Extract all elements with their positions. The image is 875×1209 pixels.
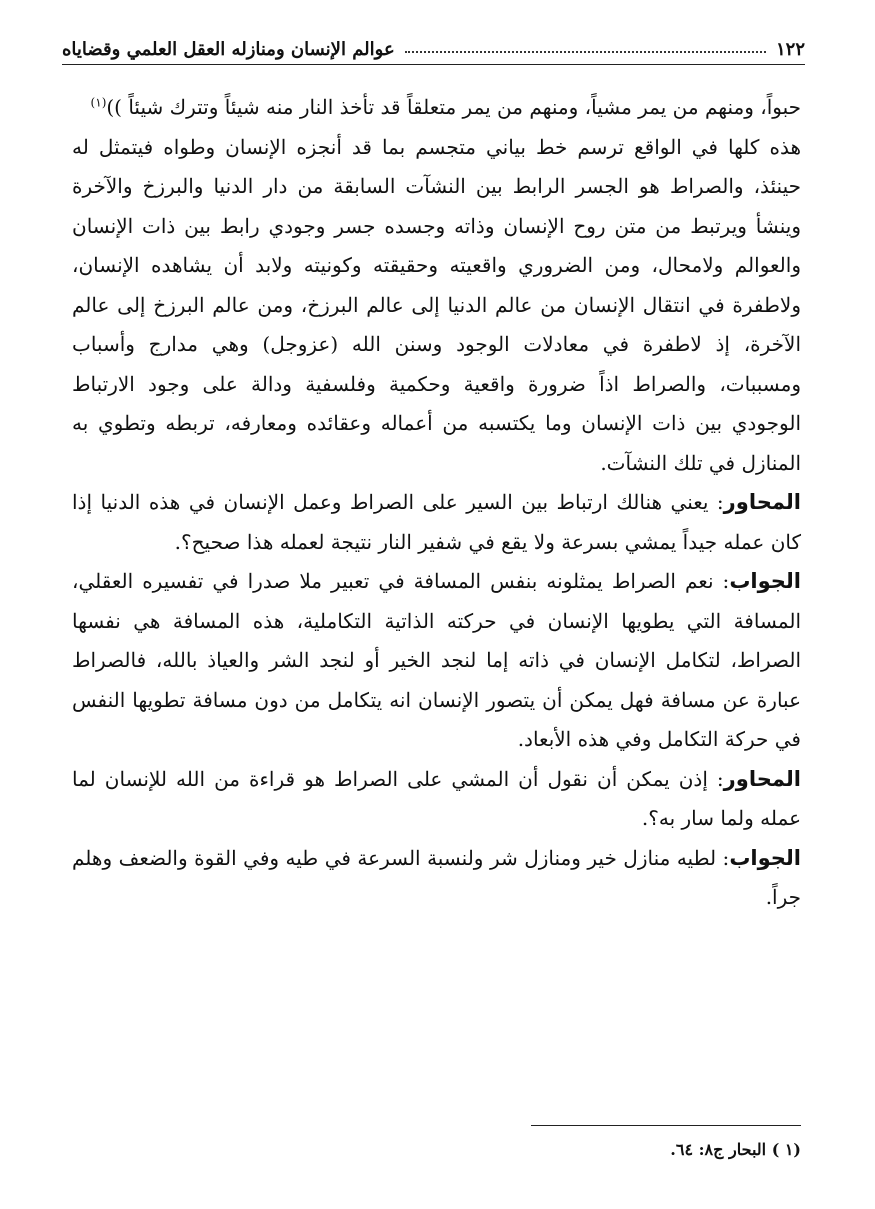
speaker-label: المحاور <box>723 490 801 514</box>
paragraph <box>72 128 801 484</box>
running-header <box>62 30 805 65</box>
running-title: عوالم الإنسان ومنازله العقل العلمي وقضاياه <box>62 39 395 60</box>
header-dot-leader <box>405 51 766 53</box>
speaker-label: المحاور <box>723 766 801 791</box>
speaker-label: الجواب <box>729 569 801 593</box>
paragraph-text: : يعني هنالك ارتباط بين السير على الصراط وعمل الإنسان في هذه الدنيا إذا كان عمله جيداً يمشي بسرعة ولا يقع في شفير النار نتيجة لعمله هذا صحيح؟. <box>72 490 801 554</box>
page-number: ١٢٢ <box>775 39 805 60</box>
footnote <box>300 1140 801 1159</box>
dialogue-paragraph <box>72 562 801 760</box>
body-text <box>72 88 801 918</box>
paragraph-text: حبواً، ومنهم من يمر مشياً، ومنهم من يمر متعلقاً قد تأخذ النار منه شيئاً وتترك شيئاً )) <box>106 95 801 119</box>
footnote-marker[interactable]: (١) <box>90 95 107 110</box>
paragraph <box>72 88 801 128</box>
paragraph-text: : نعم الصراط يمثلونه بنفس المسافة في تعبير ملا صدرا في تفسيره العقلي، المسافة التي يطويها الإنسان في حركته الذاتية التكاملية، هذه المسافة هي نفسها الصراط، لتكامل الإنسان في ذاته إما لنجد الخير أو لنجد الشر والعياذ بالله، فالصراط عبارة عن مسافة فهل يمكن أن يتصور الإنسان انه يتكامل من دون مسافة تطويها النفس في حركة التكامل وفي هذه الأبعاد. <box>72 569 801 751</box>
dialogue-paragraph <box>72 760 801 839</box>
footnote-divider <box>531 1125 801 1126</box>
footnote-text: (١ ) البحار ج٨: ٦٤. <box>670 1140 801 1159</box>
paragraph-text: : لطيه منازل خير ومنازل شر ولنسبة السرعة في طيه وفي القوة والضعف وهلم جراً. <box>72 845 801 909</box>
paragraph-text: : إذن يمكن أن نقول أن المشي على الصراط هو قراءة من الله للإنسان لما عمله ولما سار به؟. <box>72 766 801 830</box>
speaker-label: الجواب <box>729 845 801 870</box>
dialogue-paragraph <box>72 483 801 562</box>
dialogue-paragraph <box>72 839 801 918</box>
paragraph-text: هذه كلها في الواقع ترسم خط بياني متجسم بما قد أنجزه الإنسان وطواه فيتمثل له حينئذ، والصراط هو الجسر الرابط بين النشآت السابقة من دار الدنيا والبرزخ والآخرة وينشأ ويرتبط من متن روح الإنسان وذاته وجسده جسر وجودي رابط بين ذات الإنسان والعوالم ولامحال، ومن الضروري واقعيته وحقيقته وكونيته ولابد أن يشاهده الإنسان، ولاطفرة في انتقال الإنسان من عالم الدنيا إلى عالم البرزخ، ومن عالم البرزخ إلى عالم الآخرة، إذ لاطفرة في معادلات الوجود وسنن الله (عزوجل) وهي مدارج وأسباب ومسببات، والصراط اذاً ضرورة واقعية وحكمية وفلسفية ودالة على وجود الارتباط الوجودي بين ذات الإنسان وما يكتسبه من أعماله وعقائده ومعارفه، تربطه وتطوي به المنازل في تلك النشآت. <box>72 134 801 475</box>
